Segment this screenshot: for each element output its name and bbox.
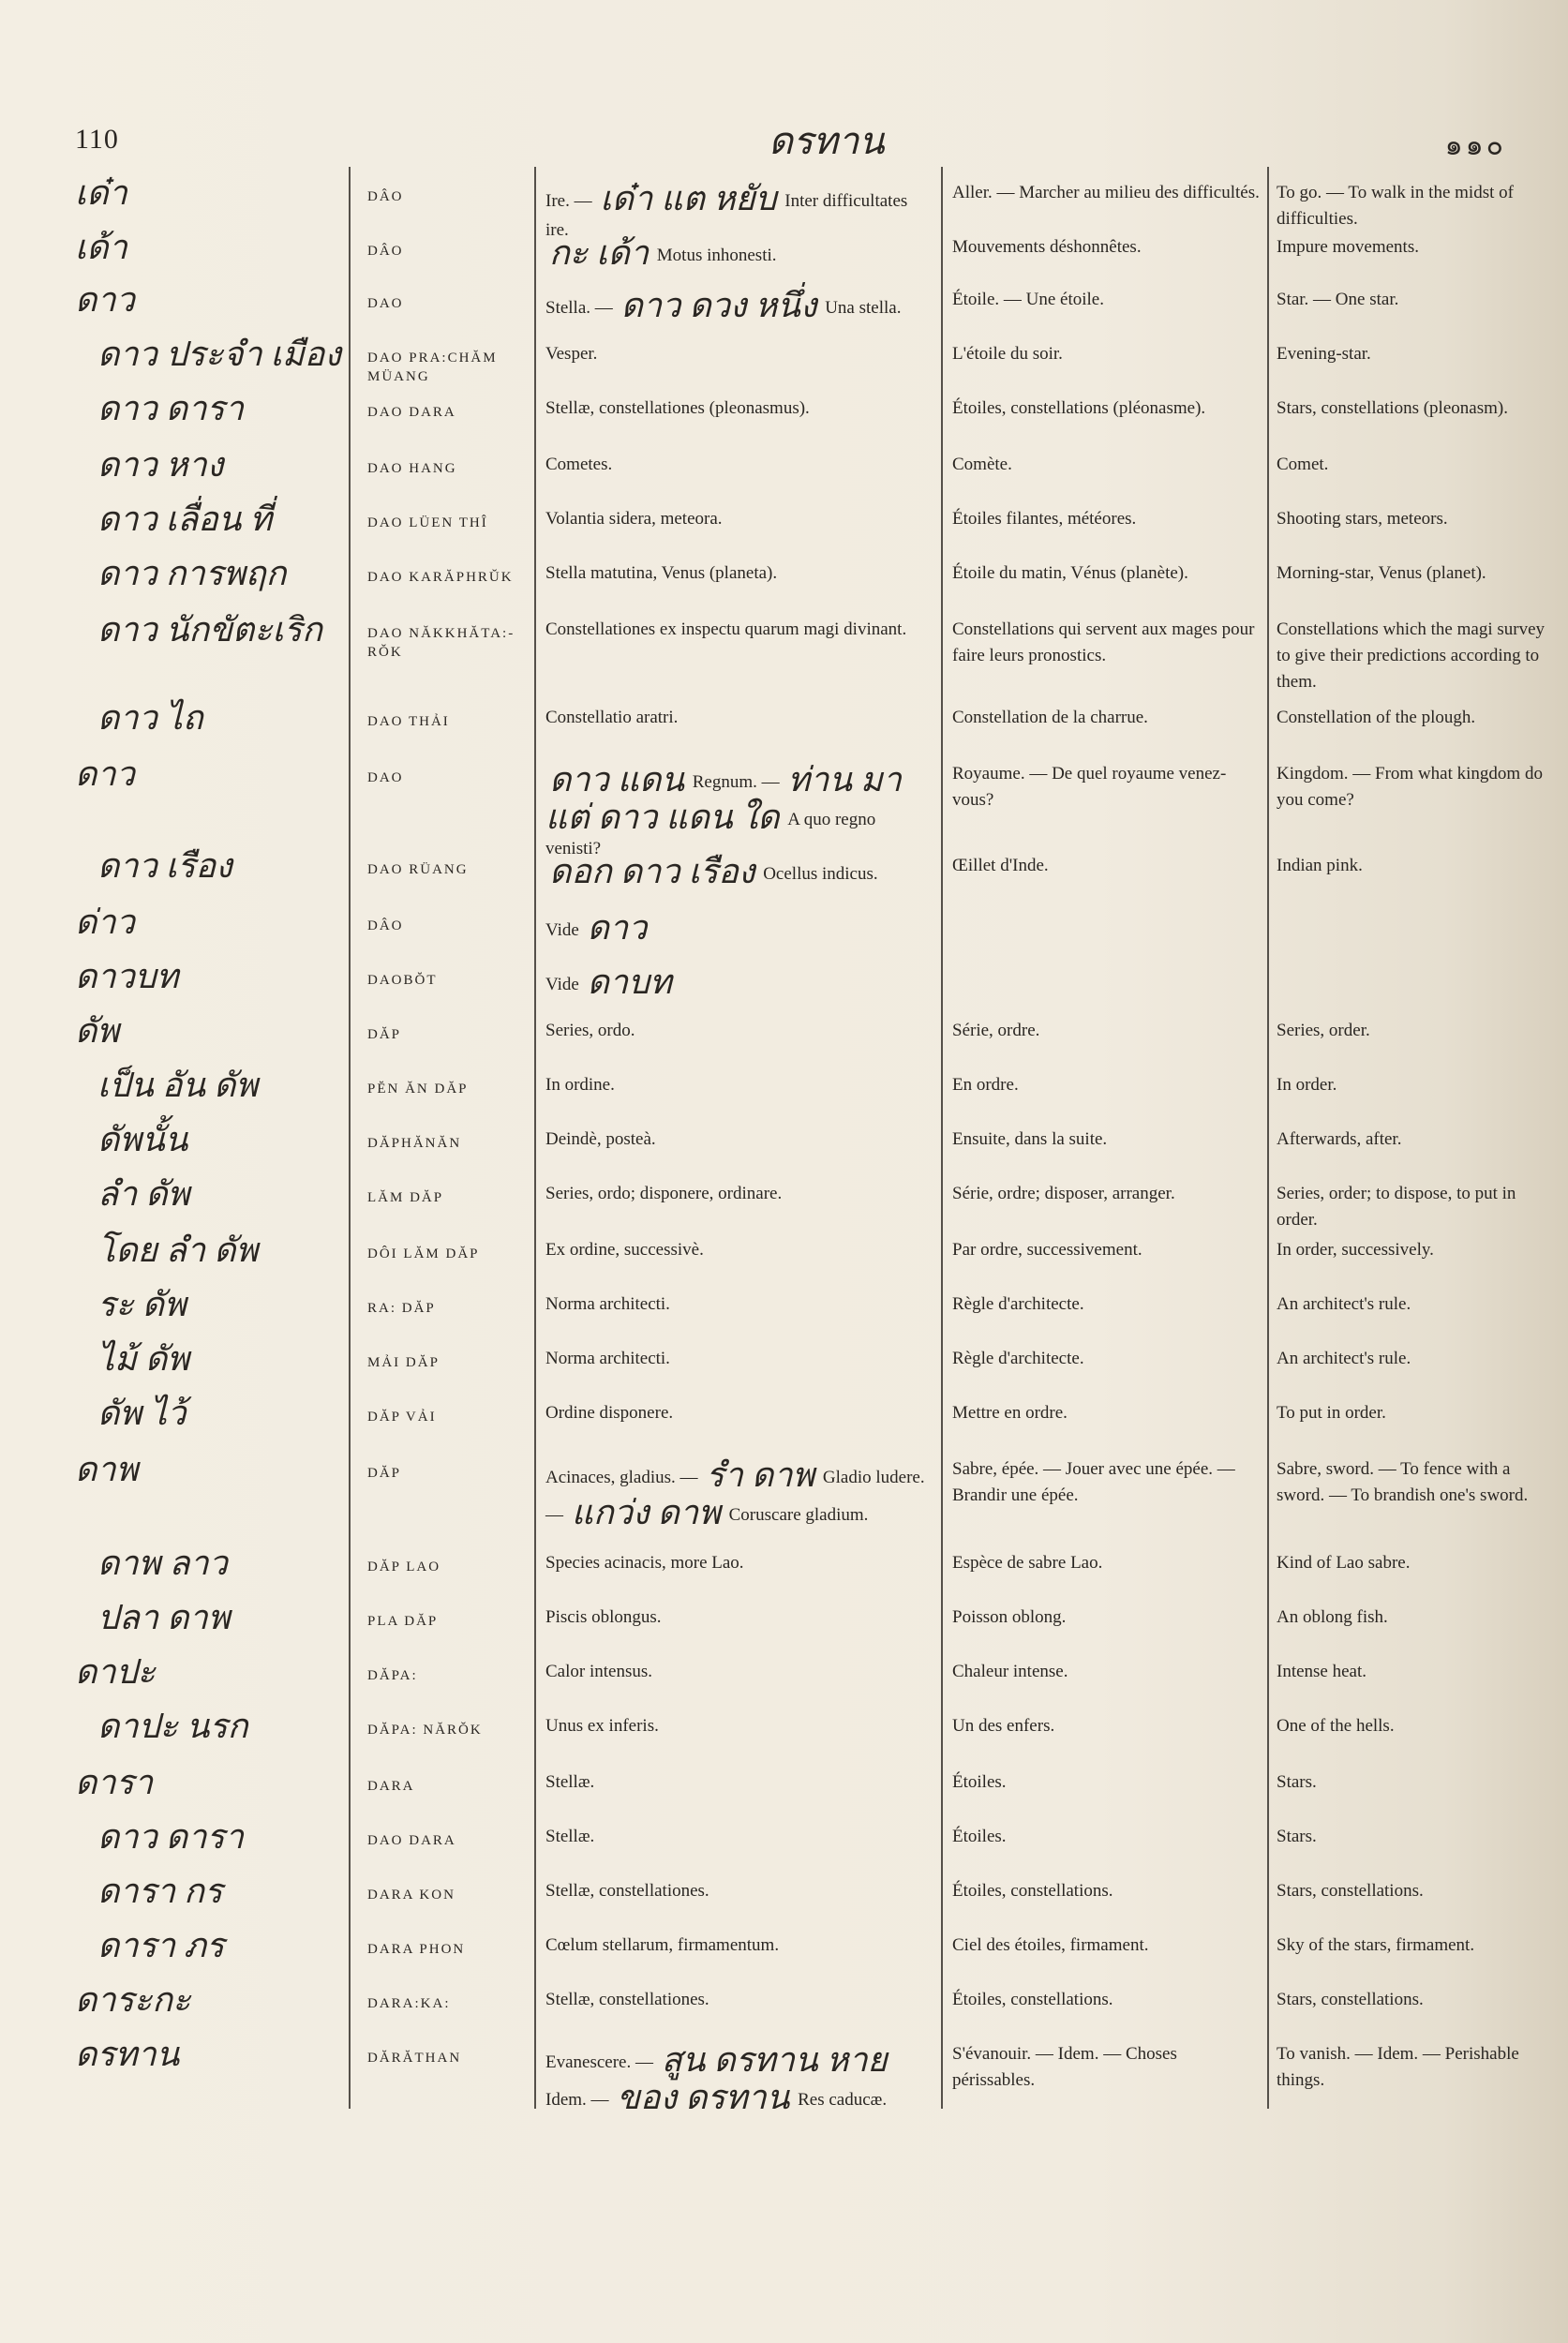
english-definition: One of the hells. — [1277, 1716, 1395, 1736]
latin-definition — [545, 1127, 933, 1153]
transliteration: DĂRĂTHAN — [367, 2051, 462, 2066]
thai-headword: โดย ลำ ดัพ — [97, 1231, 259, 1269]
transliteration: DĂPA: NĂRŎK — [367, 1723, 483, 1738]
thai-headword: ดาระกะ — [75, 1981, 191, 2019]
transliteration: DARA KON — [367, 1888, 455, 1903]
english-definition: Indian pink. — [1277, 856, 1363, 875]
transliteration: DAO THẢI — [367, 714, 450, 729]
english-definition: Comet. — [1277, 455, 1329, 474]
thai-headword: ดาวบท — [75, 958, 179, 995]
english-definition: Shooting stars, meteors. — [1277, 509, 1448, 529]
latin-definition — [545, 395, 933, 422]
latin-definition — [545, 963, 933, 1001]
english-definition: Stars. — [1277, 1772, 1317, 1792]
thai-headword: ดาว ดารา — [97, 390, 244, 427]
french-definition: Œillet d'Inde. — [952, 856, 1049, 875]
latin-text: Volantia sidera, meteora. — [545, 509, 723, 529]
english-definition: Afterwards, after. — [1277, 1129, 1402, 1149]
french-definition: Constellations qui servent aux mages pour faire leurs pronostics. — [952, 619, 1255, 665]
english-definition: Intense heat. — [1277, 1662, 1367, 1681]
thai-headword: ดัพ ไว้ — [97, 1395, 187, 1432]
transliteration: DAO PRA:CHĂM MÜANG — [367, 351, 498, 384]
transliteration: DĂP LAO — [367, 1560, 441, 1574]
latin-text: Series, ordo. — [545, 1021, 635, 1040]
english-definition: Constellation of the plough. — [1277, 708, 1476, 727]
transliteration: PLA DĂP — [367, 1614, 439, 1629]
transliteration: PĔN ĂN DĂP — [367, 1082, 469, 1097]
thai-headword: ดัพ — [75, 1012, 120, 1050]
english-definition: Kingdom. — From what kingdom do you come? — [1277, 764, 1543, 810]
thai-headword: ดรทาน — [75, 2036, 180, 2073]
latin-text: Gladio ludere. — — [545, 1468, 925, 1525]
french-definition: Étoiles, constellations (pléonasme). — [952, 398, 1206, 418]
thai-headword: ดาปะ — [75, 1653, 156, 1691]
thai-example: ของ ดรทาน — [617, 2079, 790, 2116]
french-definition: Étoiles. — [952, 1827, 1007, 1846]
transliteration: DĂP — [367, 1466, 402, 1481]
transliteration: DARA PHON — [367, 1942, 466, 1957]
transliteration: DAO LÜEN THÎ — [367, 515, 488, 530]
thai-headword: ดาปะ นรก — [97, 1708, 248, 1745]
transliteration: DĂP VẢI — [367, 1410, 437, 1425]
thai-headword: ด่าว — [75, 903, 135, 941]
latin-text: Unus ex inferis. — [545, 1716, 659, 1736]
latin-definition — [545, 2041, 933, 2116]
thai-example: เด๋า แต หยับ — [600, 180, 777, 217]
thai-headword: ดัพนั้น — [97, 1121, 188, 1158]
french-definition: L'étoile du soir. — [952, 344, 1063, 364]
latin-text: Calor intensus. — [545, 1662, 652, 1681]
transliteration: DAO NĂKKHĂTA:-RŎK — [367, 626, 515, 660]
latin-text: A quo regno venisti? — [545, 810, 876, 858]
transliteration: DAO DARA — [367, 1833, 456, 1848]
english-definition: Series, order; to dispose, to put in order. — [1277, 1184, 1516, 1230]
english-definition: Stars, constellations. — [1277, 1881, 1424, 1901]
transliteration: DÂO — [367, 918, 404, 933]
thai-headword: ระ ดัพ — [97, 1286, 187, 1323]
latin-text: Ex ordine, successivè. — [545, 1240, 704, 1260]
latin-definition — [545, 1824, 933, 1850]
latin-definition — [545, 761, 933, 862]
french-definition: S'évanouir. — Idem. — Choses périssables. — [952, 2044, 1177, 2090]
transliteration: DAOBŎT — [367, 973, 438, 988]
transliteration: DÔI LĂM DĂP — [367, 1246, 480, 1261]
latin-text: Piscis oblongus. — [545, 1607, 662, 1627]
thai-headword: ดาว ประจำ เมือง — [97, 336, 341, 373]
latin-text: Stella matutina, Venus (planeta). — [545, 563, 778, 583]
french-definition: Sabre, épée. — Jouer avec une épée. — Brandir une épée. — [952, 1459, 1235, 1505]
latin-definition — [545, 909, 933, 947]
thai-example: ดอก ดาว เรือง — [549, 853, 755, 890]
latin-text: Vide — [545, 920, 579, 940]
french-definition: Règle d'architecte. — [952, 1294, 1084, 1314]
french-definition: Ensuite, dans la suite. — [952, 1129, 1108, 1149]
thai-headword: เป็น อัน ดัพ — [97, 1067, 259, 1104]
french-definition: Étoiles filantes, météores. — [952, 509, 1137, 529]
latin-text: Acinaces, gladius. — — [545, 1468, 698, 1487]
latin-definition — [545, 1291, 933, 1318]
latin-text: In ordine. — [545, 1075, 615, 1095]
latin-definition — [545, 1659, 933, 1685]
transliteration: DAO — [367, 770, 404, 785]
thai-headword: ดารา — [75, 1764, 154, 1801]
latin-text: Cœlum stellarum, firmamentum. — [545, 1935, 780, 1955]
running-title: ดรทาน — [769, 120, 885, 162]
page-number-right: ๑๑๐ — [1444, 130, 1506, 161]
english-definition: In order. — [1277, 1075, 1337, 1095]
thai-headword: ดาพ ลาว — [97, 1545, 228, 1582]
latin-text: Evanescere. — — [545, 2052, 653, 2072]
thai-example: รำ ดาพ — [706, 1456, 815, 1494]
thai-example: กะ เด้า — [549, 234, 650, 272]
latin-definition — [545, 1237, 933, 1263]
entries-list — [0, 167, 1568, 2116]
french-definition: Étoiles, constellations. — [952, 1881, 1113, 1901]
latin-definition — [545, 1181, 933, 1207]
transliteration: DAO KARĂPHRŬK — [367, 570, 514, 585]
english-definition: Evening-star. — [1277, 344, 1371, 364]
page-header — [0, 111, 1568, 167]
transliteration: DÂO — [367, 189, 404, 204]
thai-headword: ดาว การพฤก — [97, 555, 287, 592]
english-definition: To go. — To walk in the midst of difficulties. — [1277, 183, 1514, 229]
latin-definition — [545, 1987, 933, 2013]
latin-text: Norma architecti. — [545, 1349, 670, 1368]
transliteration: DÂO — [367, 244, 404, 259]
latin-text: Regnum. — — [692, 772, 780, 792]
latin-definition — [545, 1550, 933, 1576]
transliteration: DARA — [367, 1779, 415, 1794]
french-definition: Ciel des étoiles, firmament. — [952, 1935, 1149, 1955]
thai-headword: ดาว — [75, 755, 135, 793]
latin-definition — [545, 560, 933, 587]
english-definition: Stars, constellations. — [1277, 1990, 1424, 2009]
latin-text: Norma architecti. — [545, 1294, 670, 1314]
latin-definition — [545, 1769, 933, 1796]
transliteration: DĂPA: — [367, 1668, 418, 1683]
latin-definition — [545, 506, 933, 532]
latin-text: Cometes. — [545, 455, 613, 474]
thai-headword: เด๋า — [75, 174, 127, 212]
thai-headword: ดาว นักขัตะเริก — [97, 611, 322, 649]
thai-headword: ดาว ดารา — [97, 1818, 244, 1856]
latin-text: Motus inhonesti. — [656, 246, 777, 265]
french-definition: Royaume. — De quel royaume venez-vous? — [952, 764, 1227, 810]
latin-text: Stellæ. — [545, 1772, 595, 1792]
thai-example: ดาว — [587, 909, 648, 947]
latin-text: Una stella. — [825, 298, 902, 318]
french-definition: Étoile du matin, Vénus (planète). — [952, 563, 1188, 583]
english-definition: Sabre, sword. — To fence with a sword. — To brandish one's sword. — [1277, 1459, 1529, 1505]
thai-headword: ดาว เรือง — [97, 847, 232, 885]
latin-text: Deindè, posteà. — [545, 1129, 656, 1149]
english-definition: To put in order. — [1277, 1403, 1386, 1423]
french-definition: Étoile. — Une étoile. — [952, 290, 1104, 309]
latin-definition — [545, 287, 933, 324]
transliteration: DAO — [367, 296, 404, 311]
french-definition: Aller. — Marcher au milieu des difficultés. — [952, 183, 1260, 202]
transliteration: RA: DĂP — [367, 1301, 436, 1316]
latin-text: Stellæ. — [545, 1827, 595, 1846]
latin-definition — [545, 1346, 933, 1372]
french-definition: Comète. — [952, 455, 1012, 474]
latin-text: Constellatio aratri. — [545, 708, 679, 727]
thai-headword: ลำ ดัพ — [97, 1175, 190, 1213]
latin-definition — [545, 1072, 933, 1098]
french-definition: Mouvements déshonnêtes. — [952, 237, 1142, 257]
thai-example: แกว่ง ดาพ — [571, 1494, 721, 1531]
thai-example: ดาว ดวง หนึ่ง — [620, 287, 817, 324]
latin-text: Constellationes ex inspectu quarum magi divinant. — [545, 619, 907, 639]
latin-definition — [545, 1400, 933, 1426]
latin-text: Coruscare gladium. — [728, 1505, 869, 1525]
latin-definition — [545, 1604, 933, 1631]
english-definition: Kind of Lao sabre. — [1277, 1553, 1411, 1573]
french-definition: Poisson oblong. — [952, 1607, 1067, 1627]
english-definition: Stars, constellations (pleonasm). — [1277, 398, 1508, 418]
latin-definition — [545, 705, 933, 731]
latin-definition — [545, 452, 933, 478]
french-definition: Chaleur intense. — [952, 1662, 1068, 1681]
french-definition: Mettre en ordre. — [952, 1403, 1068, 1423]
latin-definition — [545, 853, 933, 890]
transliteration: DĂPHĂNĂN — [367, 1136, 462, 1151]
latin-definition — [545, 617, 933, 643]
latin-definition — [545, 1018, 933, 1044]
latin-text: Vesper. — [545, 344, 598, 364]
thai-headword: ดาว เลื่อน ที่ — [97, 500, 273, 538]
thai-headword: ดาว ไถ — [97, 699, 203, 737]
french-definition: Étoiles, constellations. — [952, 1990, 1113, 2009]
thai-example: ดาว แดน — [549, 761, 684, 798]
english-definition: Series, order. — [1277, 1021, 1370, 1040]
french-definition: Série, ordre; disposer, arranger. — [952, 1184, 1175, 1203]
french-definition: Série, ordre. — [952, 1021, 1040, 1040]
english-definition: An architect's rule. — [1277, 1349, 1411, 1368]
latin-definition — [545, 234, 933, 272]
latin-text: Series, ordo; disponere, ordinare. — [545, 1184, 783, 1203]
latin-definition — [545, 1878, 933, 1904]
latin-definition — [545, 1933, 933, 1959]
transliteration: DAO DARA — [367, 405, 456, 420]
latin-text: Inter difficultates ire. — [545, 191, 908, 240]
latin-text: Stellæ, constellationes (pleonasmus). — [545, 398, 810, 418]
thai-headword: ปลา ดาพ — [97, 1599, 231, 1636]
thai-headword: ดารา ภร — [97, 1927, 225, 1964]
latin-text: Ordine disponere. — [545, 1403, 674, 1423]
transliteration: DĂP — [367, 1027, 402, 1042]
thai-example: ท่าน มา แต่ ดาว แดน ใด — [545, 761, 902, 836]
french-definition: Étoiles. — [952, 1772, 1007, 1792]
french-definition: Règle d'architecte. — [952, 1349, 1084, 1368]
english-definition: In order, successively. — [1277, 1240, 1434, 1260]
transliteration: DAO RÜANG — [367, 862, 469, 877]
transliteration: LĂM DĂP — [367, 1190, 444, 1205]
english-definition: Constellations which the magi survey to give their predictions according to them. — [1277, 619, 1546, 692]
latin-definition — [545, 341, 933, 367]
thai-headword: ไม้ ดัพ — [97, 1340, 189, 1378]
english-definition: An oblong fish. — [1277, 1607, 1388, 1627]
english-definition: Star. — One star. — [1277, 290, 1399, 309]
french-definition: Par ordre, successivement. — [952, 1240, 1142, 1260]
thai-headword: ดาว หาง — [97, 446, 224, 484]
thai-headword: ดาว — [75, 281, 135, 319]
latin-text: Species acinacis, more Lao. — [545, 1553, 744, 1573]
thai-example: สูน ดรทาน หาย — [661, 2041, 888, 2079]
page-number-left: 110 — [75, 124, 119, 155]
english-definition: Impure movements. — [1277, 237, 1419, 257]
latin-definition — [545, 1456, 933, 1531]
transliteration: DAO HANG — [367, 461, 457, 476]
latin-text: Stellæ, constellationes. — [545, 1990, 709, 2009]
english-definition: Morning-star, Venus (planet). — [1277, 563, 1486, 583]
english-definition: To vanish. — Idem. — Perishable things. — [1277, 2044, 1519, 2090]
latin-text: Vide — [545, 975, 579, 994]
french-definition: Constellation de la charrue. — [952, 708, 1148, 727]
thai-headword: เด้า — [75, 229, 127, 266]
french-definition: En ordre. — [952, 1075, 1019, 1095]
thai-example: ดาบท — [587, 963, 672, 1001]
english-definition: An architect's rule. — [1277, 1294, 1411, 1314]
french-definition: Espèce de sabre Lao. — [952, 1553, 1103, 1573]
transliteration: MẢI DĂP — [367, 1355, 440, 1370]
transliteration: DARA:KA: — [367, 1996, 451, 2011]
english-definition: Stars. — [1277, 1827, 1317, 1846]
latin-definition — [545, 1713, 933, 1739]
latin-text: Ire. — — [545, 191, 592, 211]
latin-text: Ocellus indicus. — [763, 864, 878, 884]
latin-text: Stella. — — [545, 298, 613, 318]
thai-headword: ดารา กร — [97, 1873, 223, 1910]
latin-text: Idem. — — [545, 2090, 609, 2110]
french-definition: Un des enfers. — [952, 1716, 1055, 1736]
latin-text: Res caducæ. — [798, 2090, 888, 2110]
english-definition: Sky of the stars, firmament. — [1277, 1935, 1475, 1955]
thai-headword: ดาพ — [75, 1451, 139, 1488]
latin-text: Stellæ, constellationes. — [545, 1881, 709, 1901]
